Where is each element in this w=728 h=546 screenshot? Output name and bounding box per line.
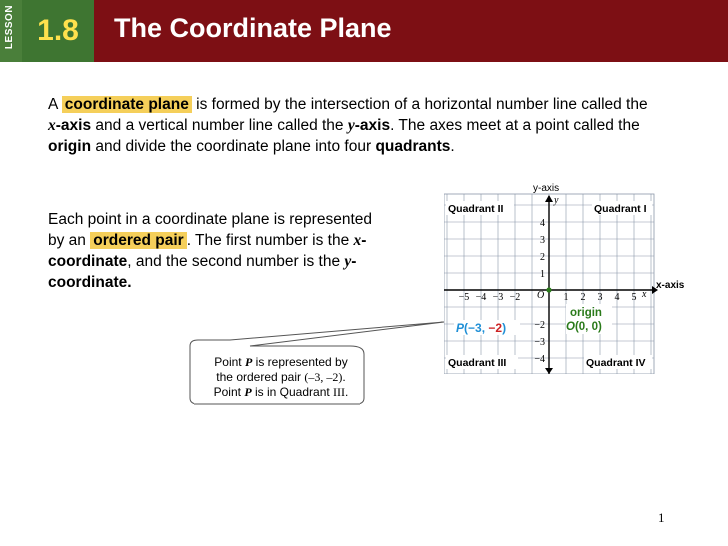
text-run: Point: [213, 385, 245, 399]
callout-text: [196, 355, 366, 400]
quadrant-2-text: Quadrant II: [448, 203, 504, 215]
paren-close: ): [502, 321, 507, 335]
axis-suffix: -axis: [55, 117, 92, 134]
x-axis-label: x-axis: [656, 280, 685, 291]
term-origin: origin: [48, 138, 92, 155]
y-tick-label: −4: [534, 354, 545, 365]
var-y: y: [344, 253, 352, 270]
callout-line-3: [196, 385, 366, 400]
point-p-text: [456, 321, 506, 335]
quadrant-value: III: [333, 385, 346, 399]
x-tick-label: −4: [475, 292, 487, 303]
axis-suffix: -axis: [354, 117, 391, 134]
page-title: The Coordinate Plane: [114, 13, 392, 43]
text-run: is in Quadrant: [251, 385, 334, 399]
ordered-pair-value: (–3, –2): [304, 370, 343, 384]
coord-suffix: -coordinate: [48, 232, 367, 270]
x-tick-label: 5: [631, 292, 637, 303]
text-run: A: [48, 96, 62, 113]
point-p-label: [454, 320, 520, 335]
point-p-y: −2: [488, 321, 503, 335]
callout-line-1: [196, 355, 366, 370]
quadrant-3-text: Quadrant III: [448, 357, 507, 369]
y-axis-var: y: [554, 195, 559, 206]
quadrant-2-label: [446, 201, 514, 215]
text-run: . The first number is the: [186, 232, 354, 249]
x-tick-label: −5: [458, 292, 470, 303]
lesson-number: 1.8: [22, 0, 94, 62]
var-y: y: [347, 117, 355, 134]
x-tick-label: −2: [509, 292, 521, 303]
var-x: x: [353, 232, 362, 249]
y-axis-label: y-axis: [533, 183, 560, 194]
x-axis-var: x: [642, 289, 647, 300]
y-tick-label: 4: [540, 218, 545, 229]
x-tick-label: 2: [580, 292, 586, 303]
origin-label: [566, 304, 612, 334]
text-run: .: [345, 385, 349, 399]
callout-line-2: [196, 370, 366, 385]
quadrant-4-label: [584, 355, 652, 369]
y-tick-label: −2: [534, 320, 545, 331]
text-run: the ordered pair: [216, 370, 305, 384]
text-run: is represented by: [252, 355, 348, 369]
comma: ,: [481, 321, 489, 335]
point-p-x: −3: [468, 321, 482, 335]
quadrant-1-text: Quadrant I: [594, 203, 647, 215]
term-coordinate-plane: coordinate plane: [62, 96, 192, 113]
coord-suffix: -coordinate: [48, 253, 357, 291]
y-tick-label: 3: [540, 235, 545, 246]
text-run: .: [127, 274, 132, 291]
origin-coords-text: [566, 321, 602, 333]
page-number: 1: [658, 510, 665, 525]
quadrant-3-label: [446, 355, 518, 369]
text-run: and a vertical number line called the: [91, 117, 348, 134]
text-run: Point: [214, 355, 245, 369]
quadrant-1-label: [592, 201, 652, 215]
text-run: , and the second number is the: [127, 253, 345, 270]
x-tick-label: −3: [492, 292, 504, 303]
var-x: x: [48, 117, 56, 134]
origin-marker: [546, 287, 551, 292]
point-p-letter: P: [456, 321, 465, 335]
origin-letter: O: [537, 290, 545, 301]
quadrant-4-text: Quadrant IV: [586, 357, 646, 369]
y-tick-label: 2: [540, 252, 545, 263]
point-name: P: [244, 385, 252, 399]
term-ordered-pair: ordered pair: [90, 232, 186, 249]
paren-open: (: [464, 321, 469, 335]
text-run: . The axes meet at a point called the: [390, 117, 640, 134]
origin-point-letter: O: [566, 321, 575, 333]
x-tick-label: 4: [614, 292, 620, 303]
text-run: .: [342, 370, 346, 384]
x-tick-label: 3: [597, 292, 603, 303]
y-tick-label: 1: [540, 269, 545, 280]
lesson-label: LESSON: [4, 4, 15, 50]
term-quadrants: quadrants: [375, 138, 451, 155]
text-run: and divide the coordinate plane into four: [91, 138, 376, 155]
origin-coords: (0, 0): [574, 321, 602, 333]
y-tick-label: −3: [534, 337, 545, 348]
origin-word: origin: [570, 307, 602, 319]
text-run: is formed by the intersection of a horizontal number line called the: [191, 96, 648, 113]
text-run: Each point in a coordinate plane is represented by an: [48, 211, 372, 249]
text-run: .: [450, 138, 455, 155]
x-tick-label: 1: [563, 292, 569, 303]
point-name: P: [244, 355, 253, 369]
coordinate-plane-figure: [444, 180, 686, 374]
